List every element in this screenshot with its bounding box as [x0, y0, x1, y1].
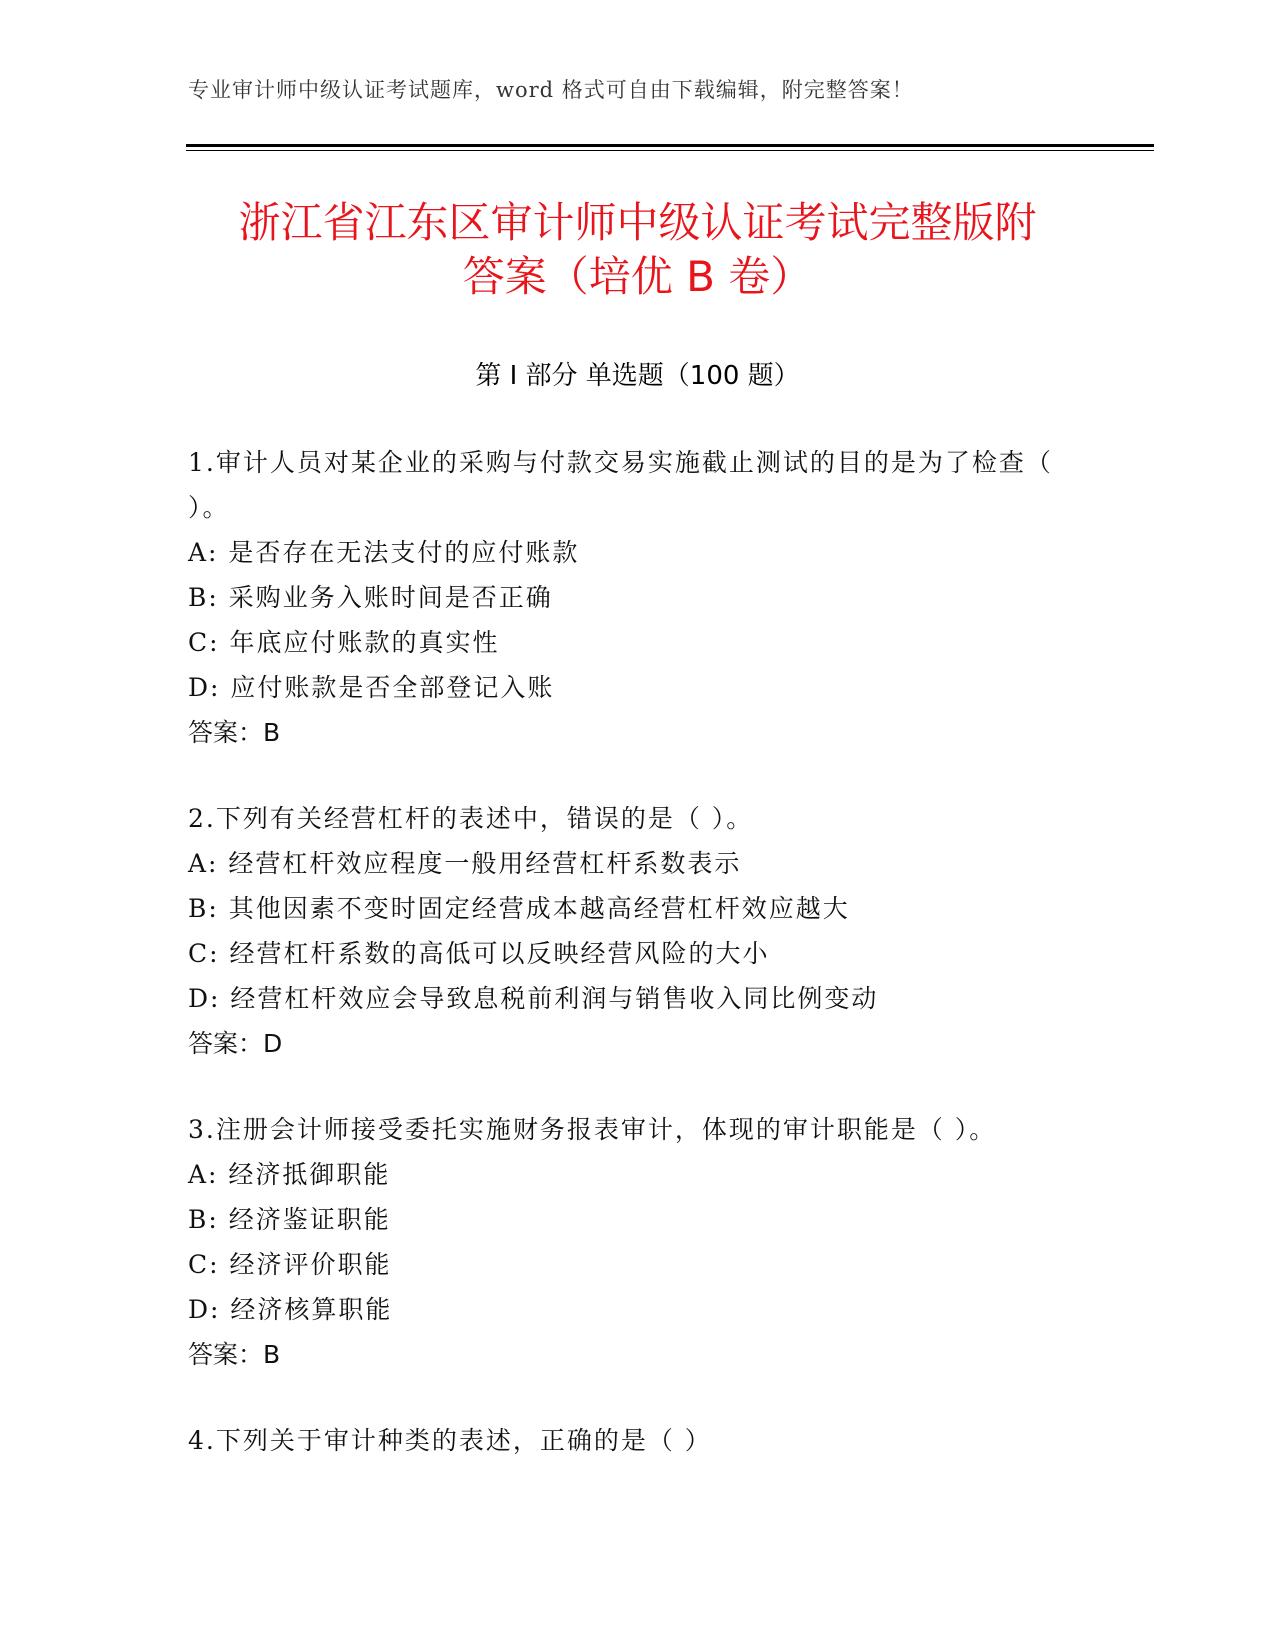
question-stem: 1.审计人员对某企业的采购与付款交易实施截止测试的目的是为了检查（ ）。: [188, 448, 1053, 522]
option-c: C: 经济评价职能: [188, 1250, 392, 1279]
question-2: [188, 796, 1088, 1066]
option-b: B: 采购业务入账时间是否正确: [188, 583, 553, 612]
title-line-1: 浙江省江东区审计师中级认证考试完整版附: [238, 198, 1037, 247]
title-line-2: 答案（培优 B 卷）: [462, 252, 813, 301]
answer: 答案：B: [188, 718, 281, 747]
option-c: C: 经营杠杆系数的高低可以反映经营风险的大小: [188, 939, 770, 968]
option-b: B: 经济鉴证职能: [188, 1205, 391, 1234]
section-heading: 第 I 部分 单选题（100 题）: [475, 361, 800, 391]
question-stem: 3.注册会计师接受委托实施财务报表审计，体现的审计职能是（ ）。: [188, 1115, 997, 1144]
answer: 答案：D: [188, 1029, 283, 1058]
option-b: B: 其他因素不变时固定经营成本越高经营杠杆效应越大: [188, 894, 850, 923]
header-note: 专业审计师中级认证考试题库，word 格式可自由下载编辑，附完整答案！: [188, 78, 914, 102]
question-stem: 2.下列有关经营杠杆的表述中，错误的是（ ）。: [188, 804, 754, 833]
option-c: C: 年底应付账款的真实性: [188, 628, 500, 657]
option-d: D: 应付账款是否全部登记入账: [188, 673, 555, 702]
header-divider: [186, 144, 1154, 151]
document-title: [140, 196, 1135, 304]
option-a: A: 是否存在无法支付的应付账款: [188, 538, 580, 567]
option-a: A: 经济抵御职能: [188, 1160, 391, 1189]
question-list: [188, 440, 1088, 1504]
answer: 答案：B: [188, 1340, 281, 1369]
question-4: [188, 1418, 1088, 1463]
question-1: [188, 440, 1088, 755]
option-d: D: 经营杠杆效应会导致息税前利润与销售收入同比例变动: [188, 984, 879, 1013]
option-d: D: 经济核算职能: [188, 1295, 393, 1324]
question-stem: 4.下列关于审计种类的表述，正确的是（ ）: [188, 1426, 712, 1455]
question-3: [188, 1107, 1088, 1377]
option-a: A: 经营杠杆效应程度一般用经营杠杆系数表示: [188, 849, 742, 878]
